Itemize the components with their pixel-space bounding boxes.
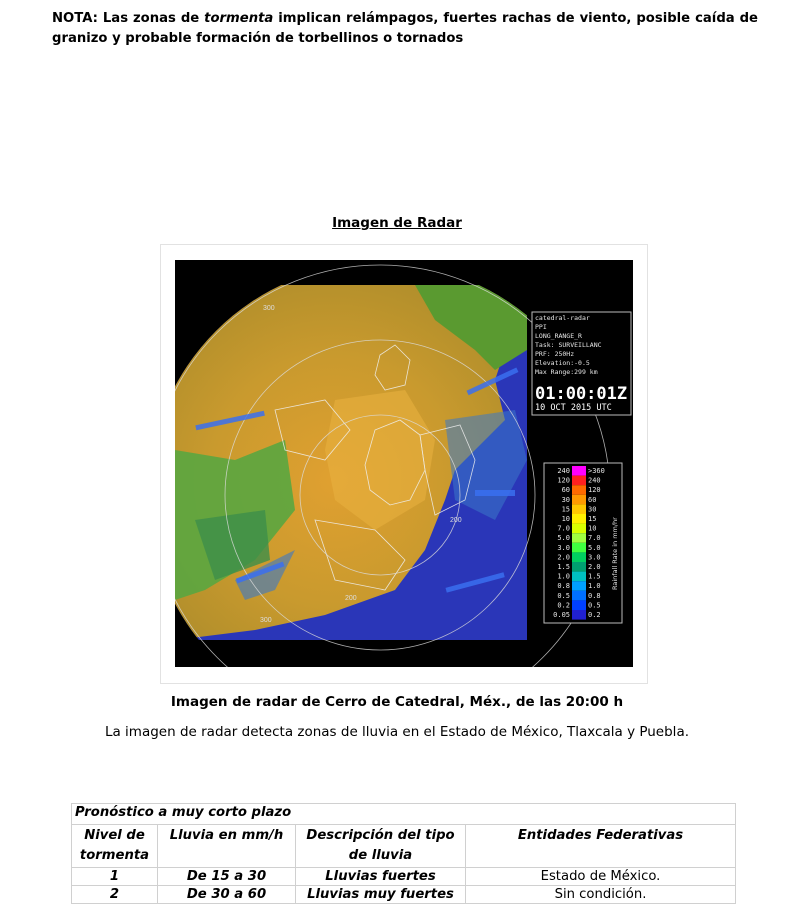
legend-color-swatch (572, 591, 586, 601)
legend-value-left: 10 (561, 515, 570, 523)
radar-time: 01:00:01Z (535, 384, 628, 404)
legend-color-swatch (572, 466, 586, 476)
info-line: Max Range:299 km (535, 368, 598, 376)
note-emphasis: tormenta (204, 11, 274, 26)
radar-section-title: Imagen de Radar (332, 215, 462, 231)
legend-value-right: 10 (588, 524, 597, 533)
header-cell: Descripción del tipo de lluvia (296, 825, 466, 868)
info-line: catedral-radar (535, 314, 590, 322)
radar-image (175, 260, 633, 667)
legend-color-swatch (572, 552, 586, 562)
header-cell: Entidades Federativas (466, 825, 736, 868)
forecast-table-caption-row (72, 804, 736, 825)
legend-value-right: 15 (588, 515, 597, 523)
legend-value-right: 3.0 (588, 553, 601, 562)
table-row (72, 868, 736, 886)
info-line: PPI (535, 323, 547, 331)
info-line: LONG_RANGE_R (535, 332, 582, 340)
radar-description: La imagen de radar detecta zonas de lluvia en el Estado de México, Tlaxcala y Puebla. (104, 724, 690, 740)
legend-color-swatch (572, 543, 586, 553)
legend-value-right: 30 (588, 505, 597, 514)
forecast-table-header (72, 825, 736, 868)
note-prefix: NOTA: Las zonas de (52, 11, 205, 26)
storm-level-cell: 2 (72, 886, 158, 904)
legend-color-swatch (572, 524, 586, 534)
legend-value-right: 60 (588, 495, 597, 504)
info-line: Elevation:-0.5 (535, 359, 590, 367)
info-line: PRF: 250Hz (535, 350, 575, 358)
storm-level-cell: 1 (72, 868, 158, 886)
legend-value-left: 1.5 (557, 563, 570, 571)
legend-value-right: 0.8 (588, 591, 601, 600)
legend-value-left: 0.5 (557, 591, 570, 600)
legend-value-left: 30 (561, 495, 570, 504)
rain-type-cell: Lluvias muy fuertes (296, 886, 466, 904)
legend-value-right: 7.0 (588, 534, 601, 543)
legend-title: Rainfall Rate in mm/hr (611, 517, 619, 590)
forecast-table (71, 803, 736, 904)
legend-value-left: 120 (557, 476, 570, 485)
legend-color-swatch (572, 533, 586, 543)
legend-value-right: 0.5 (588, 601, 601, 610)
legend-color-swatch (572, 504, 586, 514)
entities-cell: Estado de México. (466, 868, 736, 886)
rain-rate-cell: De 30 a 60 (158, 886, 296, 904)
legend-value-right: 5.0 (588, 543, 601, 552)
legend-value-left: 2.0 (557, 553, 570, 562)
legend-color-swatch (572, 476, 586, 486)
legend-value-left: 15 (561, 505, 570, 514)
range-label: 200 (345, 595, 357, 602)
legend-value-left: 60 (561, 486, 570, 495)
forecast-table-caption: Pronóstico a muy corto plazo (72, 804, 736, 825)
legend-value-right: 0.2 (588, 611, 601, 619)
legend-value-left: 0.05 (553, 611, 570, 619)
table-row (72, 886, 736, 904)
header-cell: Nivel de tormenta (72, 825, 158, 868)
legend-color-swatch (572, 572, 586, 582)
legend-value-right: 240 (588, 476, 601, 485)
rain-rate-cell: De 15 a 30 (158, 868, 296, 886)
range-label: 300 (263, 305, 275, 312)
legend-value-right: 120 (588, 486, 601, 495)
legend-value-left: 3.0 (557, 543, 570, 552)
legend-value-right: 2.0 (588, 563, 601, 571)
legend-color-swatch (572, 600, 586, 610)
legend-color-swatch (572, 562, 586, 572)
legend-value-left: 1.0 (557, 572, 570, 581)
legend-value-right: >360 (588, 467, 605, 475)
legend-value-left: 5.0 (557, 534, 570, 543)
legend-color-swatch (572, 581, 586, 591)
radar-date: 10 OCT 2015 UTC (535, 403, 612, 413)
legend-value-left: 0.2 (557, 601, 570, 610)
legend-value-right: 1.0 (588, 582, 601, 591)
legend-color-swatch (572, 514, 586, 524)
note-paragraph (52, 9, 758, 49)
note-suffix: implican relámpagos, fuertes rachas de viento, posible caída de granizo y probable formación de torbellinos o tornados (52, 11, 758, 46)
legend-value-left: 7.0 (557, 524, 570, 533)
radar-caption: Imagen de radar de Cerro de Catedral, Méx., de las 20:00 h (170, 694, 624, 710)
legend-color-swatch (572, 610, 586, 620)
range-label: 300 (260, 617, 272, 624)
legend-color-swatch (572, 485, 586, 495)
legend-value-left: 240 (557, 467, 570, 475)
legend-color-swatch (572, 495, 586, 505)
rain-type-cell: Lluvias fuertes (296, 868, 466, 886)
legend-value-right: 1.5 (588, 572, 601, 581)
info-line: Task: SURVEILLANC (535, 341, 602, 349)
legend-value-left: 0.8 (557, 582, 570, 591)
entities-cell: Sin condición. (466, 886, 736, 904)
header-cell: Lluvia en mm/h (158, 825, 296, 868)
range-label: 200 (450, 517, 462, 524)
